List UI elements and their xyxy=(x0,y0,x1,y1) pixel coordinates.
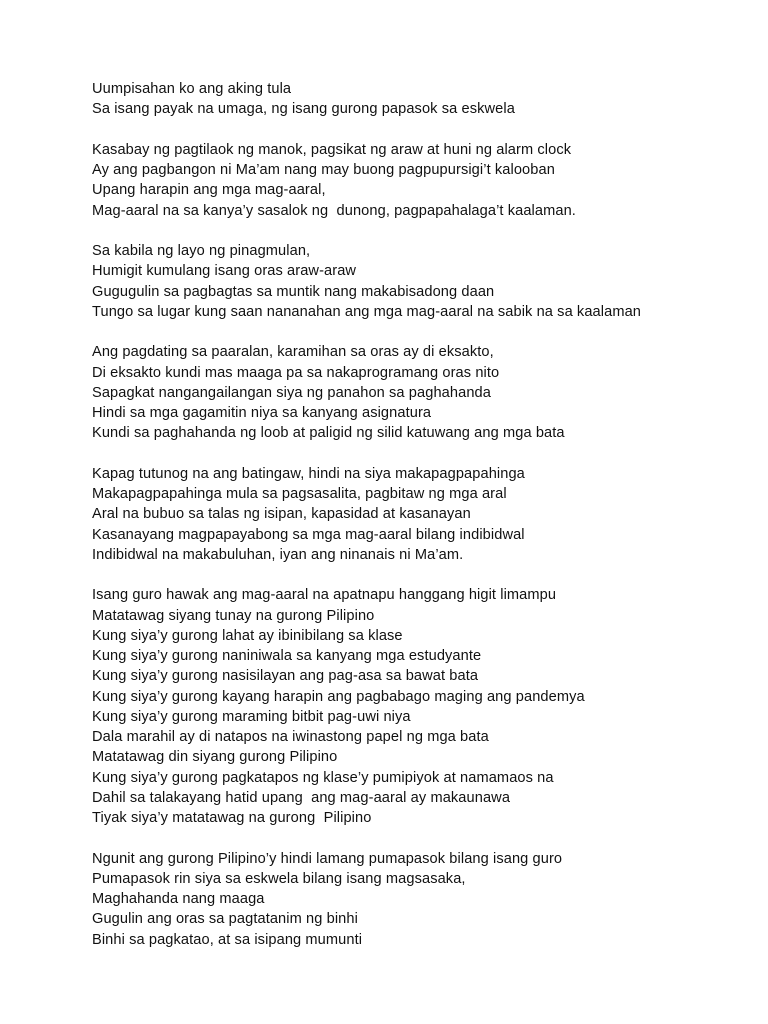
poem-line: Kasanayang magpapayabong sa mga mag-aaral bilang indibidwal xyxy=(92,526,525,543)
poem-line: Kasabay ng pagtilaok ng manok, pagsikat ng araw at huni ng alarm clock xyxy=(92,141,572,158)
poem-line: Kundi sa paghahanda ng loob at paligid ng silid katuwang ang mga bata xyxy=(92,425,565,442)
poem-line: Makapagpapahinga mula sa pagsasalita, pagbitaw ng mga aral xyxy=(92,486,507,502)
poem-body xyxy=(92,79,752,970)
poem-line: Upang harapin ang mga mag-aaral, xyxy=(92,182,326,199)
poem-line: Kung siya’y gurong kayang harapin ang pagbabago maging ang pandemya xyxy=(92,688,585,705)
poem-line: Matatawag din siyang gurong Pilipino xyxy=(92,749,338,766)
poem-line: Humigit kumulang isang oras araw-araw xyxy=(92,263,357,280)
poem-line: Dahil sa talakayang hatid upang ang mag-aaral ay makaunawa xyxy=(92,789,511,806)
poem-line: Sapagkat nangangailangan siya ng panahon sa paghahanda xyxy=(92,384,491,401)
poem-line: Sa kabila ng layo ng pinagmulan, xyxy=(92,243,311,259)
poem-stanza xyxy=(92,342,752,443)
poem-line: Sa isang payak na umaga, ng isang gurong papasok sa eskwela xyxy=(92,101,515,118)
poem-line: Kung siya’y gurong naniniwala sa kanyang mga estudyante xyxy=(92,648,482,664)
poem-line: Mag-aaral na sa kanya’y sasalok ng dunong, pagpapahalaga’t kaalaman. xyxy=(92,202,576,219)
poem-line: Gugulin ang oras sa pagtatanim ng binhi xyxy=(92,911,358,928)
poem-stanza xyxy=(92,140,752,221)
poem-line: Kung siya’y gurong maraming bitbit pag-uwi niya xyxy=(92,708,411,725)
poem-stanza xyxy=(92,585,752,828)
poem-stanza xyxy=(92,464,752,565)
poem-stanza xyxy=(92,241,752,322)
poem-line: Aral na bubuo sa talas ng isipan, kapasidad at kasanayan xyxy=(92,506,471,523)
poem-line: Indibidwal na makabuluhan, iyan ang ninanais ni Ma’am. xyxy=(92,546,464,563)
poem-line: Di eksakto kundi mas maaga pa sa nakaprogramang oras nito xyxy=(92,364,500,381)
poem-stanza xyxy=(92,79,752,120)
poem-line: Kung siya’y gurong lahat ay ibinibilang sa klase xyxy=(92,627,403,644)
poem-line: Kung siya’y gurong pagkatapos ng klase’y pumipiyok at namamaos na xyxy=(92,769,554,786)
poem-line: Gugugulin sa pagbagtas sa muntik nang makabisadong daan xyxy=(92,283,495,300)
poem-stanza xyxy=(92,849,752,950)
poem-line: Binhi sa pagkatao, at sa isipang mumunti xyxy=(92,931,363,948)
poem-line: Matatawag siyang tunay na gurong Pilipino xyxy=(92,607,375,624)
poem-line: Ang pagdating sa paaralan, karamihan sa oras ay di eksakto, xyxy=(92,344,494,361)
poem-line: Pumapasok rin siya sa eskwela bilang isang magsasaka, xyxy=(92,870,466,887)
poem-line: Tungo sa lugar kung saan nananahan ang mga mag-aaral na sabik na sa kaalaman xyxy=(92,303,642,320)
poem-line: Isang guro hawak ang mag-aaral na apatnapu hanggang higit limampu xyxy=(92,587,557,604)
poem-line: Ay ang pagbangon ni Ma’am nang may buong pagpupursigi’t kalooban xyxy=(92,162,555,178)
poem-line: Hindi sa mga gagamitin niya sa kanyang asignatura xyxy=(92,405,432,421)
poem-line: Uumpisahan ko ang aking tula xyxy=(92,81,292,97)
poem-line: Kung siya’y gurong nasisilayan ang pag-asa sa bawat bata xyxy=(92,668,479,685)
poem-line: Tiyak siya’y matatawag na gurong Pilipino xyxy=(92,810,372,826)
poem-line: Maghahanda nang maaga xyxy=(92,891,265,907)
poem-line: Kapag tutunog na ang batingaw, hindi na siya makapagpapahinga xyxy=(92,465,525,482)
poem-line: Ngunit ang gurong Pilipino’y hindi lamang pumapasok bilang isang guro xyxy=(92,850,563,867)
poem-line: Dala marahil ay di natapos na iwinastong papel ng mga bata xyxy=(92,729,489,745)
